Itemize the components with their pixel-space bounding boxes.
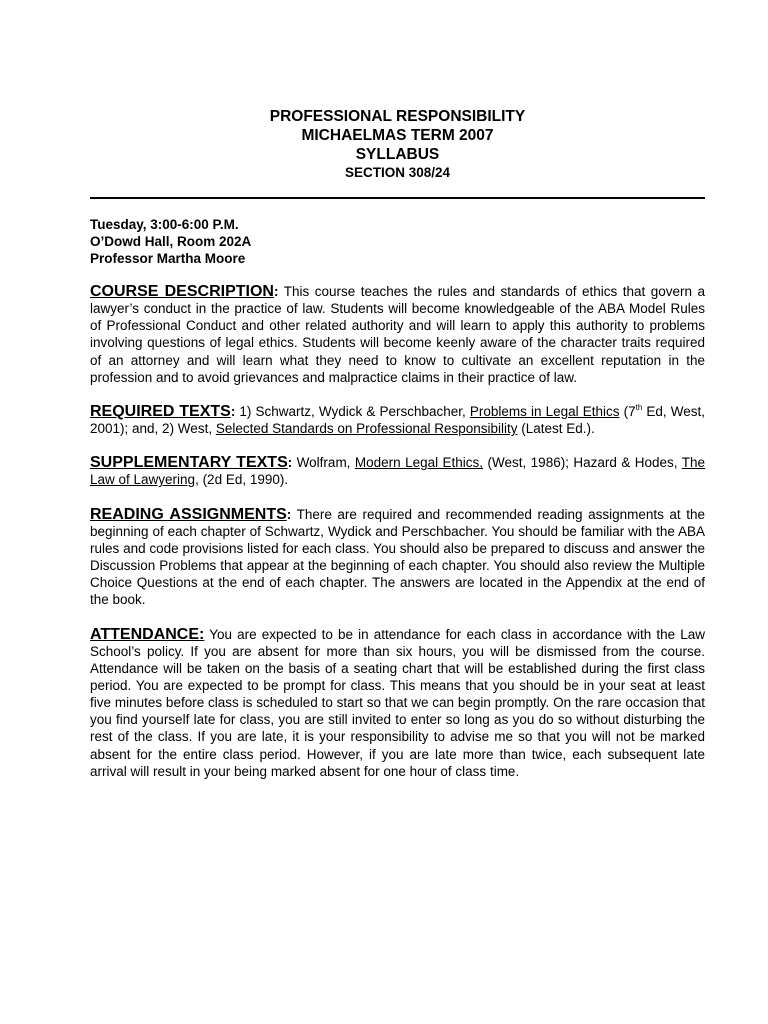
required-texts-text: (7 (619, 403, 636, 419)
attendance-body: You are expected to be in attendance for each class in accordance with the Law School’s policy. If you are absent for more than six hours, you will be dismissed from the course. Attendance will be taken on the basis of a seating chart that will be established during the first class period. You are expected to be prompt for class. This means that you should be in your seat at least five minutes before class is scheduled to start so that we can begin promptly. On the rare occasion that you find yourself late for class, you are still invited to enter so long as you do so without disturbing the rest of the class. If you are late, it is your responsibility to advise me so that you will not be marked absent for the entire class period. However, if you are late more than twice, each subsequent late arrival will result in your being marked absent for one hour of class time. (90, 626, 705, 779)
course-description-section (90, 283, 705, 386)
supplementary-texts-text: , (2d Ed, 1990). (195, 472, 289, 488)
required-texts-text: (Latest Ed.). (517, 421, 595, 437)
required-texts-text: Ed, West, 2001); and, 2) West, (90, 403, 705, 437)
supplementary-texts-heading: SUPPLEMENTARY TEXTS (90, 454, 288, 472)
heading-colon: : (230, 403, 236, 419)
professor-name: Professor Martha Moore (90, 251, 246, 266)
attendance-section (90, 626, 705, 780)
course-description-heading: COURSE DESCRIPTION (90, 283, 274, 300)
book-title: Problems in Legal Ethics (469, 403, 620, 419)
required-texts-heading: REQUIRED TEXTS (90, 402, 231, 420)
reading-assignments-body: There are required and recommended reading assignments at the beginning of each chapter of Schwartz, Wydick and Perschbacher. You should be familiar with the ABA rules and code provisions listed for each class. You should also be prepared to discuss and answer the Discussion Problems that appear at the beginning of each chapter. You should also review the Multiple Choice Questions at the end of each chapter. The answers are located in the Appendix at the end of the book. (90, 506, 705, 608)
heading-colon: : (273, 284, 279, 299)
document-title: SYLLABUS (355, 146, 440, 163)
course-description-body: This course teaches the rules and standards of ethics that govern a lawyer’s conduct in the practice of law. Students will become knowledgeable of the ABA Model Rules of Professional Conduct and other related authority and will learn to apply this authority to problems involving questions of legal ethics. Students will become keenly aware of the character traits required of an attorney and will learn what they need to know to cultivate an excellent reputation in the profession and to avoid grievances and malpractice claims in their practice of law. (90, 284, 705, 385)
supplementary-texts-text: (West, 1986); Hazard & Hodes, (483, 455, 682, 471)
reading-assignments-heading: READING ASSIGNMENTS (90, 505, 287, 523)
class-meta (90, 216, 705, 267)
book-title: Modern Legal Ethics, (354, 455, 484, 471)
reading-assignments-section (90, 506, 705, 609)
attendance-heading: ATTENDANCE: (90, 625, 205, 643)
book-title: The Law of Lawyering (90, 455, 706, 488)
ordinal-suffix: th (635, 402, 643, 412)
horizontal-rule (90, 197, 705, 199)
required-texts-section (90, 403, 705, 437)
supplementary-texts-section (90, 454, 705, 488)
heading-colon: : (287, 455, 293, 471)
title-block (90, 107, 705, 182)
book-title: Selected Standards on Professional Responsibility (215, 421, 518, 437)
class-time: Tuesday, 3:00-6:00 P.M. (90, 217, 239, 232)
course-title: PROFESSIONAL RESPONSIBILITY (269, 108, 526, 125)
syllabus-page (90, 0, 705, 780)
heading-colon: : (286, 506, 292, 522)
supplementary-texts-text: Wolfram, (292, 455, 355, 471)
section-number: SECTION 308/24 (344, 165, 451, 180)
class-room: O’Dowd Hall, Room 202A (90, 234, 252, 249)
term-title: MICHAELMAS TERM 2007 (301, 127, 494, 144)
required-texts-text: 1) Schwartz, Wydick & Perschbacher, (235, 403, 470, 419)
